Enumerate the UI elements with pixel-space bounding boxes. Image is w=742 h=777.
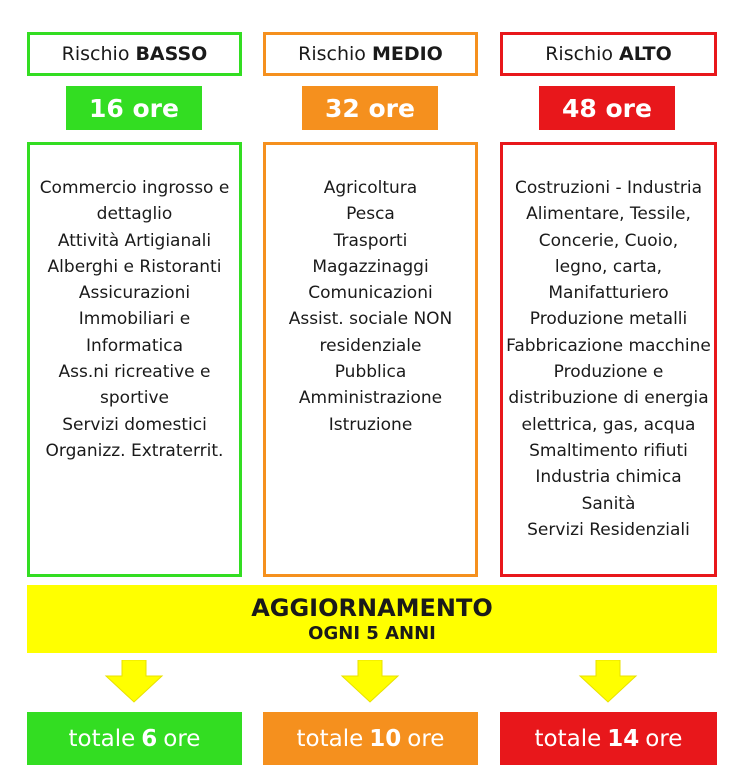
total-medium-prefix: totale [296,725,364,752]
risk-medium-prefix: Rischio [298,43,366,65]
risk-high-hours: 48 ore [539,86,675,130]
down-arrow-icon [578,660,638,704]
sector-item: Trasporti [333,230,408,251]
total-high-prefix: totale [534,725,602,752]
sector-item: Assicurazioni [78,283,191,304]
risk-low-sectors [27,142,242,577]
sector-item: Servizi domestici [62,414,207,435]
total-low-prefix: totale [68,725,136,752]
sector-item: Servizi Residenziali [527,519,690,540]
risk-low-prefix: Rischio [61,43,130,65]
sector-item: Commercio ingrosso e [39,178,230,198]
total-low [27,712,242,765]
sector-item: Ass.ni ricreative e [58,362,211,383]
total-medium-value: 10 [369,725,402,752]
risk-medium-header [263,32,478,76]
total-low-suffix: ore [163,725,201,752]
banner-subtitle: OGNI 5 ANNI [308,623,436,644]
update-banner [27,585,717,653]
sector-item: Attività Artigianali [57,230,212,251]
sector-item: Concerie, Cuoio, [538,230,679,251]
sector-item: Pubblica [334,362,407,383]
sector-item: Alberghi e Ristoranti [47,256,222,277]
total-high-suffix: ore [645,725,683,752]
total-high [500,712,717,765]
sector-item: Sanità [581,493,636,514]
risk-low-level: BASSO [135,43,208,65]
sector-item: sportive [100,388,169,409]
sector-item: Agricoltura [323,178,418,198]
total-medium-suffix: ore [407,725,445,752]
sector-item: elettrica, gas, acqua [521,414,696,435]
sector-item: Produzione metalli [529,309,688,330]
sector-item: legno, carta, [554,256,663,277]
sector-item: Pesca [346,204,395,225]
sector-item: Amministrazione [298,388,443,409]
sector-item: Assist. sociale NON [288,309,453,330]
sector-item: Costruzioni - Industria [514,178,703,198]
sector-item: dettaglio [96,204,173,225]
total-low-value: 6 [141,725,158,752]
risk-low-hours: 16 ore [66,86,202,130]
risk-medium-level: MEDIO [371,43,443,65]
risk-high-sectors [500,142,717,577]
banner-title: AGGIORNAMENTO [251,594,493,622]
risk-high-level: ALTO [619,43,672,65]
down-arrow-icon [340,660,400,704]
sector-item: Informatica [86,335,183,356]
risk-high-prefix: Rischio [545,43,613,65]
sector-item: Organizz. Extraterrit. [45,440,224,461]
sector-item: distribuzione di energia [508,388,709,409]
risk-medium-sectors [263,142,478,577]
total-high-value: 14 [607,725,640,752]
sector-item: Alimentare, Tessile, [526,204,691,225]
total-medium [263,712,478,765]
sector-item: Magazzinaggi [312,256,429,277]
risk-low-header [27,32,242,76]
risk-medium-hours: 32 ore [302,86,438,130]
sector-item: Istruzione [328,414,413,435]
sector-item: Smaltimento rifiuti [529,440,688,461]
sector-item: residenziale [319,335,422,356]
sector-item: Immobiliari e [78,309,191,330]
sector-item: Industria chimica [535,467,682,488]
down-arrow-icon [104,660,164,704]
sector-item: Manifatturiero [548,283,669,304]
risk-high-header [500,32,717,76]
sector-item: Produzione e [553,362,664,383]
sector-item: Fabbricazione macchine [506,335,711,356]
sector-item: Comunicazioni [308,283,433,304]
